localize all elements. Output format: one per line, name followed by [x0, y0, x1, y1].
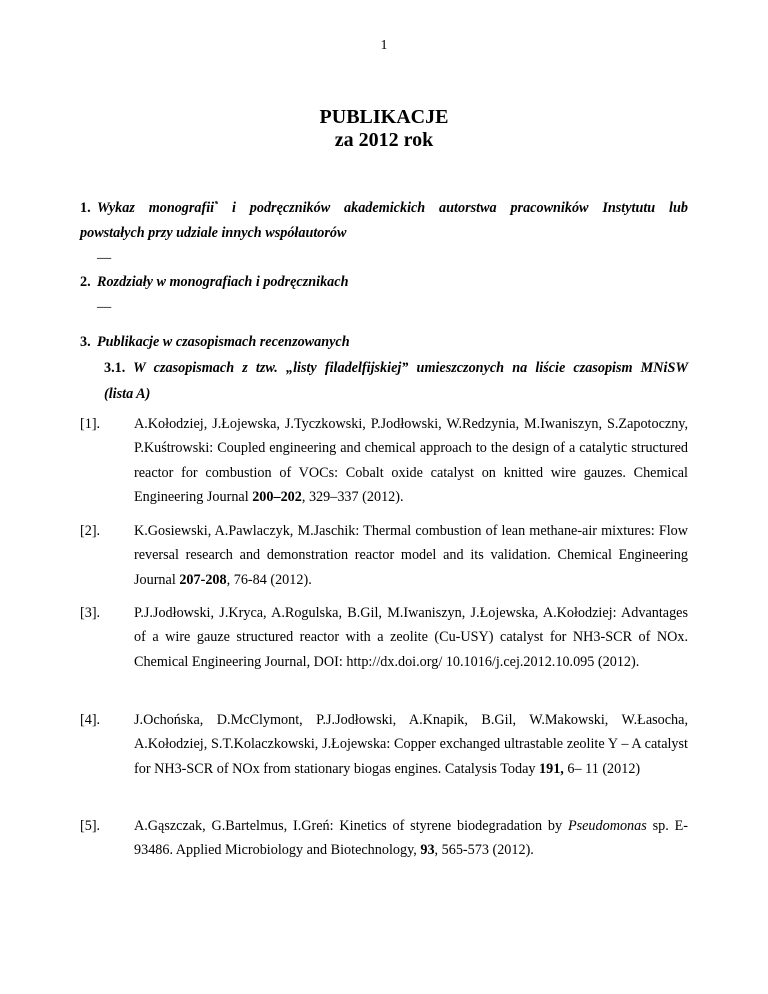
page-title	[0, 106, 768, 152]
section-1-number: 1.	[80, 200, 91, 216]
subsection-3-1-text: W czasopismach z tzw. „listy filadelfijskiej” umieszczonych na liście czasopism MNiSW	[125, 360, 688, 376]
section-3-text: Publikacje w czasopismach recenzowanych	[97, 334, 350, 350]
publication-4	[80, 708, 688, 781]
publication-5-text: A.Gąszczak, G.Bartelmus, I.Greń: Kinetics of styrene biodegradation by Pseudomonas sp. E-93486. Applied Microbiology and Biotechnology, 93, 565-573 (2012).	[134, 818, 688, 859]
section-3	[80, 330, 688, 407]
section-1-text-a: Wykaz monografii	[97, 200, 215, 216]
publication-5-ref: [5].	[80, 818, 101, 834]
section-3-number: 3.	[80, 334, 91, 350]
publication-4-ref: [4].	[80, 712, 101, 728]
publication-3-text: P.J.Jodłowski, J.Kryca, A.Rogulska, B.Gil, M.Iwaniszyn, J.Łojewska, A.Kołodziej: Advantages of a wire gauze structured reactor with a zeolite (Cu-USY) catalyst for NH3-SCR of NOx. Chemical Engineering Journal, DOI: http://dx.doi.org/ 10.1016/j.cej.2012.10.095 (2012).	[134, 605, 688, 670]
publication-1-text: A.Kołodziej, J.Łojewska, J.Tyczkowski, P.Jodłowski, W.Redzynia, M.Iwaniszyn, S.Zapotoczny, P.Kuśtrowski: Coupled engineering and chemical approach to the design of a catalytic structured reactor for combustion of VOCs: Cobalt oxide catalyst on knitted wire gauzes. Chemical Engineering Journal 200–202, 329–337 (2012).	[134, 416, 688, 506]
section-1-text-b: i podręczników akademickich autorstwa pracowników Instytutu lub	[218, 200, 688, 216]
section-2-heading	[80, 270, 688, 295]
footnote-marker: *	[214, 199, 219, 209]
section-1-heading	[80, 196, 688, 221]
section-3-heading	[80, 330, 688, 355]
page-number: 1	[380, 38, 388, 53]
section-1-heading-cont: powstałych przy udziale innych współautorów	[80, 225, 347, 241]
subsection-3-1-number: 3.1.	[104, 360, 126, 376]
section-2-dash: —	[97, 299, 112, 315]
publication-3-ref: [3].	[80, 605, 101, 621]
publication-3	[80, 601, 688, 674]
section-2-number: 2.	[80, 274, 91, 290]
section-2	[80, 270, 688, 319]
publication-2-ref: [2].	[80, 523, 101, 539]
title-line-1: PUBLIKACJE	[319, 106, 449, 128]
publication-5	[80, 814, 688, 863]
publication-2-text: K.Gosiewski, A.Pawlaczyk, M.Jaschik: Thermal combustion of lean methane-air mixtures: Flow reversal research and demonstration reactor model and its validation. Chemical Engineering Journal 207-208, 76-84 (2012).	[134, 523, 688, 588]
section-1	[80, 196, 688, 270]
section-2-text: Rozdziały w monografiach i podręcznikach	[97, 274, 349, 290]
publication-4-text: J.Ochońska, D.McClymont, P.J.Jodłowski, A.Knapik, B.Gil, W.Makowski, W.Łasocha, A.Kołodziej, S.T.Kolaczkowski, J.Łojewska: Copper exchanged ultrastable zeolite Y – A catalyst for NH3-SCR of NOx from stationary biogas engines. Catalysis Today 191, 6– 11 (2012)	[134, 712, 688, 777]
title-line-2: za 2012 rok	[334, 129, 434, 151]
publication-1-ref: [1].	[80, 416, 101, 432]
subsection-3-1-heading-cont: (lista A)	[104, 386, 151, 402]
subsection-3-1-heading	[80, 355, 688, 381]
publication-2	[80, 519, 688, 592]
publication-1	[80, 412, 688, 510]
section-1-dash: —	[97, 250, 112, 266]
